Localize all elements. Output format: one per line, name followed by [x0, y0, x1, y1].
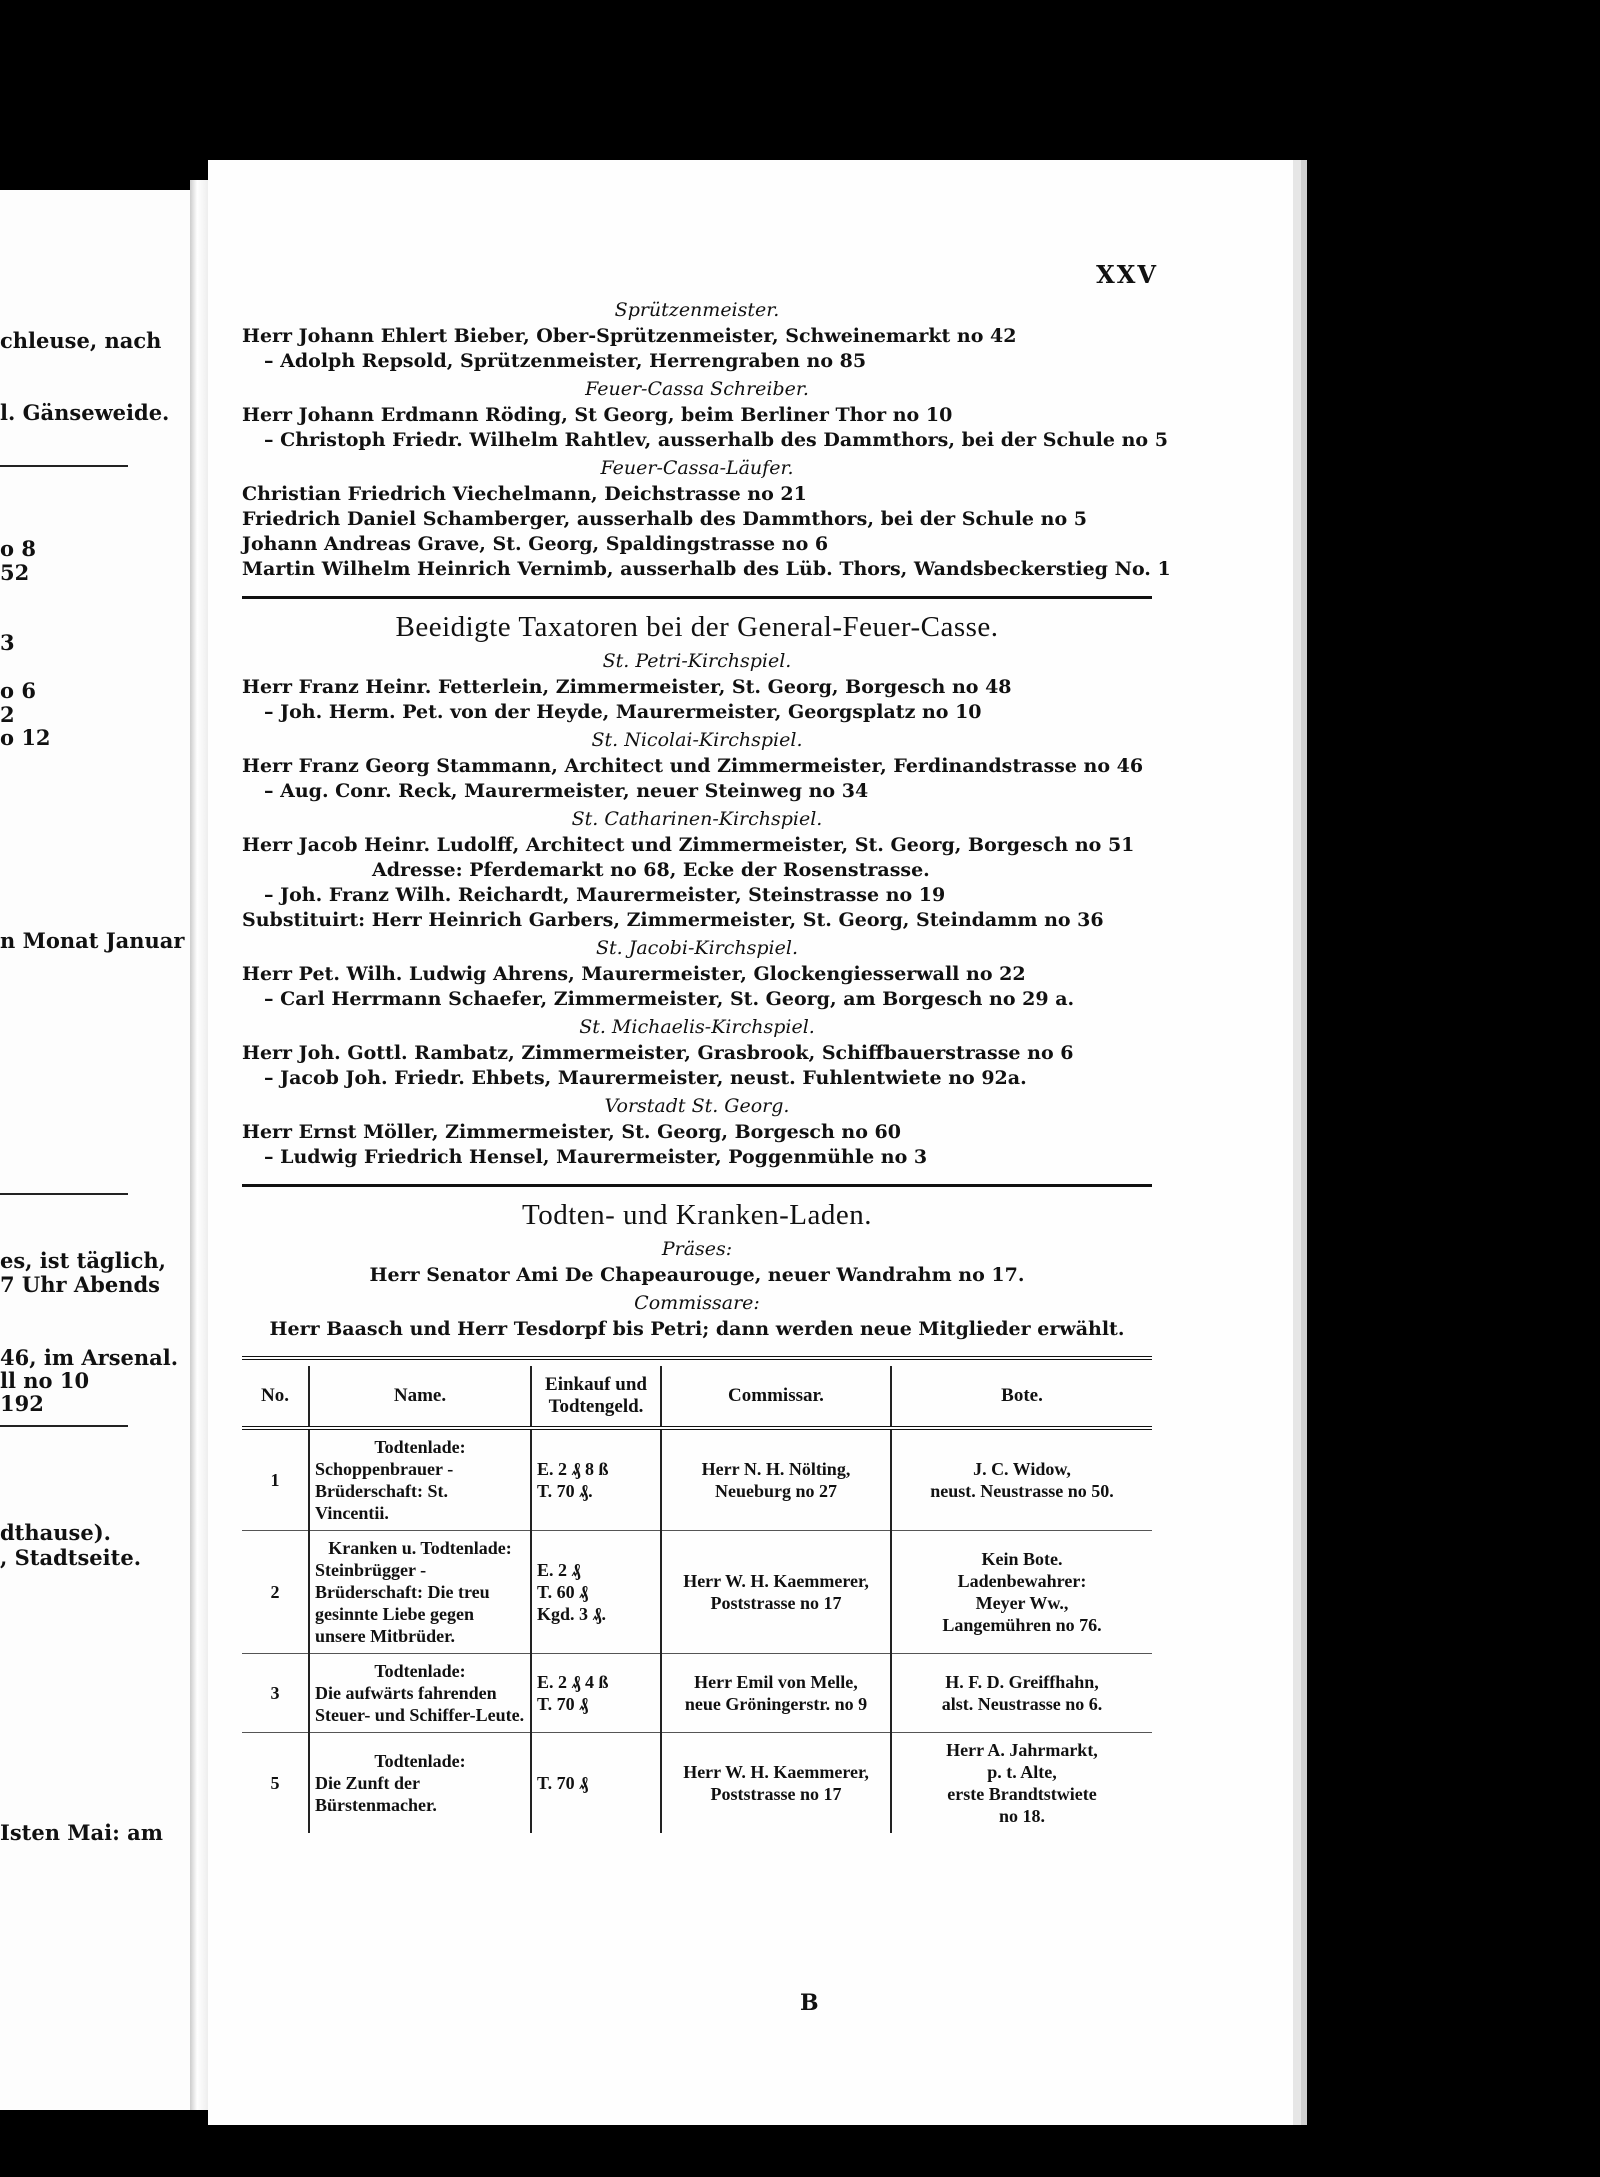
- left-text-fragment: , Stadtseite.: [0, 1545, 142, 1570]
- bote-line: erste Brandtstwiete: [947, 1784, 1097, 1804]
- entry: Herr Jacob Heinr. Ludolff, Architect und Zimmermeister, St. Georg, Borgesch no 51: [242, 834, 1135, 856]
- laden-table: [242, 1366, 1152, 1833]
- heading-petri: St. Petri-Kirchspiel.: [602, 650, 792, 672]
- entry: Substituirt: Herr Heinrich Garbers, Zimmermeister, St. Georg, Steindamm no 36: [242, 909, 1104, 931]
- commissar-line: neue Gröningerstr. no 9: [684, 1694, 868, 1714]
- entry: – Ludwig Friedrich Hensel, Maurermeister, Poggenmühle no 3: [264, 1146, 928, 1168]
- commissar-line: Neueburg no 27: [714, 1481, 837, 1501]
- commissar-line: Poststrasse no 17: [710, 1784, 842, 1804]
- entry: Herr Ernst Möller, Zimmermeister, St. Georg, Borgesch no 60: [242, 1121, 901, 1143]
- heading-spritzenmeister: Sprützenmeister.: [614, 299, 780, 321]
- section-divider: [242, 596, 1152, 599]
- table-header-row: [242, 1366, 1152, 1428]
- einkauf-line: T. 60 ₰: [537, 1582, 589, 1602]
- heading-jacobi: St. Jacobi-Kirchspiel.: [596, 937, 798, 959]
- commissar-line: Herr N. H. Nölting,: [701, 1459, 851, 1479]
- cell-bote: [891, 1428, 1152, 1531]
- heading-cassa-schreiber: Feuer-Cassa Schreiber.: [585, 378, 809, 400]
- page-content: [242, 295, 1171, 1833]
- header-bote: Bote.: [891, 1366, 1152, 1428]
- header-einkauf: Einkauf und Todtengeld.: [531, 1366, 661, 1428]
- entry: Friedrich Daniel Schamberger, ausserhalb des Dammthors, bei der Schule no 5: [242, 508, 1087, 530]
- cell-no: 3: [242, 1654, 309, 1733]
- left-text-fragment: 2: [0, 702, 15, 727]
- cell-commissar: [661, 1733, 891, 1834]
- left-text-fragment: es, ist täglich,: [0, 1248, 166, 1273]
- einkauf-line: Kgd. 3 ₰.: [537, 1604, 607, 1624]
- heading-vorstadt: Vorstadt St. Georg.: [604, 1095, 790, 1117]
- cell-commissar: [661, 1531, 891, 1654]
- heading-michaelis: St. Michaelis-Kirchspiel.: [579, 1016, 815, 1038]
- einkauf-line: E. 2 ₰: [537, 1560, 581, 1580]
- cell-no: 2: [242, 1531, 309, 1654]
- einkauf-line: E. 2 ₰ 8 ß: [537, 1459, 609, 1479]
- cell-einkauf: [531, 1733, 661, 1834]
- commissar-line: Herr W. H. Kaemmerer,: [683, 1762, 869, 1782]
- bote-line: Herr A. Jahrmarkt,: [946, 1740, 1098, 1760]
- entry: Herr Johann Ehlert Bieber, Ober-Sprützenmeister, Schweinemarkt no 42: [242, 325, 1017, 347]
- left-rule: [0, 465, 128, 467]
- cell-commissar: [661, 1428, 891, 1531]
- heading-catharinen: St. Catharinen-Kirchspiel.: [571, 808, 823, 830]
- entry: – Joh. Herm. Pet. von der Heyde, Maurermeister, Georgsplatz no 10: [264, 701, 982, 723]
- bote-line: J. C. Widow,: [973, 1459, 1071, 1479]
- entry: – Jacob Joh. Friedr. Ehbets, Maurermeister, neust. Fuhlentwiete no 92a.: [264, 1067, 1027, 1089]
- bote-line: Ladenbewahrer:: [957, 1571, 1087, 1591]
- left-text-fragment: Isten Mai: am: [0, 1820, 164, 1845]
- left-rule: [0, 1193, 128, 1195]
- entry: Herr Pet. Wilh. Ludwig Ahrens, Maurermeister, Glockengiesserwall no 22: [242, 963, 1026, 985]
- left-text-fragment: 7 Uhr Abends: [0, 1272, 160, 1297]
- name-label: Todtenlade:: [374, 1661, 466, 1681]
- left-text-fragment: o 8: [0, 536, 36, 561]
- entry: Herr Johann Erdmann Röding, St Georg, beim Berliner Thor no 10: [242, 404, 953, 426]
- name-body: Die aufwärts fahrenden Steuer- und Schiffer-Leute.: [315, 1683, 525, 1725]
- table-row: [242, 1428, 1152, 1531]
- title-taxatoren: Beeidigte Taxatoren bei der General-Feuer-Casse.: [395, 611, 999, 643]
- name-body: Die Zunft der Bürstenmacher.: [315, 1773, 437, 1815]
- entry: – Joh. Franz Wilh. Reichardt, Maurermeister, Steinstrasse no 19: [264, 884, 946, 906]
- bote-line: Langemühren no 76.: [942, 1615, 1102, 1635]
- commissar-line: Herr W. H. Kaemmerer,: [683, 1571, 869, 1591]
- cell-name: [309, 1733, 531, 1834]
- right-page: [208, 160, 1293, 2125]
- cell-name: [309, 1654, 531, 1733]
- entry: Herr Joh. Gottl. Rambatz, Zimmermeister, Grasbrook, Schiffbauerstrasse no 6: [242, 1042, 1074, 1064]
- commissar-line: Herr Emil von Melle,: [694, 1672, 858, 1692]
- left-text-fragment: o 6: [0, 678, 36, 703]
- page-number: XXV: [1096, 260, 1158, 289]
- section-divider: [242, 1184, 1152, 1187]
- name-body: Steinbrügger - Brüderschaft: Die treu gesinnte Liebe gegen unsere Mitbrüder.: [315, 1560, 490, 1646]
- header-no: No.: [242, 1366, 309, 1428]
- name-body: Schoppenbrauer - Brüderschaft: St. Vincentii.: [315, 1459, 454, 1523]
- einkauf-line: T. 70 ₰: [537, 1773, 589, 1793]
- commissare-entry: Herr Baasch und Herr Tesdorpf bis Petri; dann werden neue Mitglieder erwählt.: [269, 1318, 1125, 1340]
- entry: – Christoph Friedr. Wilhelm Rahtlev, ausserhalb des Dammthors, bei der Schule no 5: [264, 429, 1168, 451]
- left-text-fragment: o 12: [0, 725, 51, 750]
- left-rule: [0, 1425, 128, 1427]
- cell-no: 1: [242, 1428, 309, 1531]
- einkauf-line: T. 70 ₰.: [537, 1481, 593, 1501]
- bote-line: Meyer Ww.,: [975, 1593, 1069, 1613]
- left-text-fragment: ll no 10: [0, 1368, 90, 1393]
- name-label: Kranken u. Todtenlade:: [328, 1538, 512, 1558]
- left-text-fragment: 3: [0, 630, 15, 655]
- name-label: Todtenlade:: [374, 1437, 466, 1457]
- cell-bote: [891, 1733, 1152, 1834]
- entry: Johann Andreas Grave, St. Georg, Spaldingstrasse no 6: [242, 533, 829, 555]
- entry: Adresse: Pferdemarkt no 68, Ecke der Rosenstrasse.: [372, 859, 930, 881]
- table-row: [242, 1654, 1152, 1733]
- header-commissar: Commissar.: [661, 1366, 891, 1428]
- commissare-label: Commissare:: [634, 1292, 760, 1314]
- laden-table-wrap: [242, 1356, 1152, 1833]
- left-text-fragment: dthause).: [0, 1520, 111, 1545]
- cell-einkauf: [531, 1654, 661, 1733]
- table-row: [242, 1733, 1152, 1834]
- table-row: [242, 1531, 1152, 1654]
- entry: Christian Friedrich Viechelmann, Deichstrasse no 21: [242, 483, 807, 505]
- bote-line: p. t. Alte,: [987, 1762, 1057, 1782]
- cell-bote: [891, 1654, 1152, 1733]
- bote-line: alst. Neustrasse no 6.: [941, 1694, 1103, 1714]
- left-text-fragment: 46, im Arsenal.: [0, 1345, 179, 1370]
- entry: Herr Franz Heinr. Fetterlein, Zimmermeister, St. Georg, Borgesch no 48: [242, 676, 1012, 698]
- commissar-line: Poststrasse no 17: [710, 1593, 842, 1613]
- left-page-fragment: [0, 190, 190, 2110]
- cell-name: [309, 1531, 531, 1654]
- entry: – Aug. Conr. Reck, Maurermeister, neuer Steinweg no 34: [264, 780, 869, 802]
- cell-einkauf: [531, 1531, 661, 1654]
- einkauf-line: E. 2 ₰ 4 ß: [537, 1672, 609, 1692]
- heading-cassa-laeufer: Feuer-Cassa-Läufer.: [600, 457, 794, 479]
- heading-nicolai: St. Nicolai-Kirchspiel.: [591, 729, 803, 751]
- header-name: Name.: [309, 1366, 531, 1428]
- praeses-label: Präses:: [661, 1238, 733, 1260]
- bote-line: neust. Neustrasse no 50.: [930, 1481, 1114, 1501]
- cell-commissar: [661, 1654, 891, 1733]
- name-label: Todtenlade:: [374, 1751, 466, 1771]
- bote-line: H. F. D. Greiffhahn,: [945, 1672, 1099, 1692]
- cell-bote: [891, 1531, 1152, 1654]
- cell-einkauf: [531, 1428, 661, 1531]
- cell-no: 5: [242, 1733, 309, 1834]
- praeses-entry: Herr Senator Ami De Chapeaurouge, neuer Wandrahm no 17.: [369, 1264, 1025, 1286]
- bote-line: no 18.: [998, 1806, 1045, 1826]
- left-text-fragment: 52: [0, 560, 30, 585]
- left-text-fragment: l. Gänseweide.: [0, 400, 170, 425]
- left-text-fragment: n Monat Januar: [0, 928, 185, 953]
- entry: Martin Wilhelm Heinrich Vernimb, ausserhalb des Lüb. Thors, Wandsbeckerstieg No. 1: [242, 558, 1171, 580]
- left-text-fragment: chleuse, nach: [0, 328, 162, 353]
- title-laden: Todten- und Kranken-Laden.: [522, 1199, 872, 1231]
- signature-mark: B: [800, 1990, 819, 2016]
- entry: – Carl Herrmann Schaefer, Zimmermeister, St. Georg, am Borgesch no 29 a.: [264, 988, 1075, 1010]
- entry: Herr Franz Georg Stammann, Architect und Zimmermeister, Ferdinandstrasse no 46: [242, 755, 1144, 777]
- entry: – Adolph Repsold, Sprützenmeister, Herrengraben no 85: [264, 350, 867, 372]
- einkauf-line: T. 70 ₰: [537, 1694, 589, 1714]
- book-gutter: [190, 180, 208, 2110]
- cell-name: [309, 1428, 531, 1531]
- bote-line: Kein Bote.: [981, 1549, 1063, 1569]
- left-text-fragment: 192: [0, 1391, 44, 1416]
